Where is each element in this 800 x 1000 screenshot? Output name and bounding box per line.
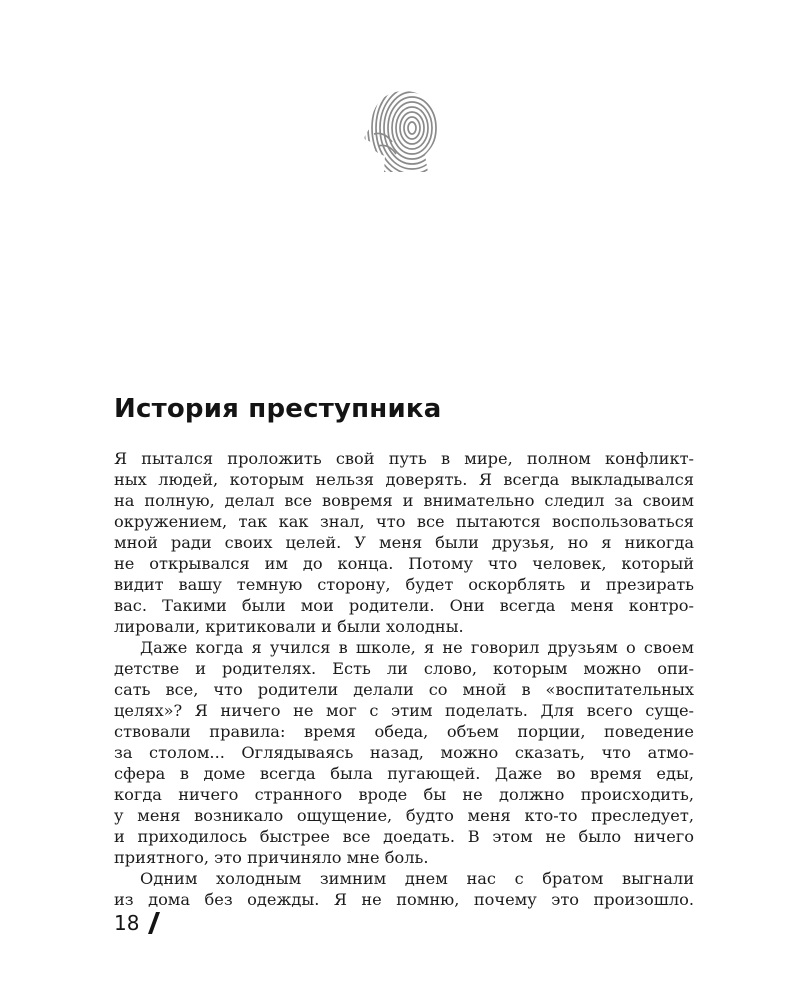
text-line: мной ради своих целей. У меня были друзья, но я никогда [114,533,694,552]
text-line: за столом... Оглядываясь назад, можно сказать, что атмо- [114,743,694,762]
slash-icon [147,910,161,936]
text-line: ствовали правила: время обеда, объем порции, поведение [114,722,694,741]
text-line: сфера в доме всегда была пугающей. Даже во время еды, [114,764,694,783]
page-footer [114,910,161,936]
text-line: ных людей, которым нельзя доверять. Я всегда выкладывался [114,470,694,489]
text-line: и приходилось быстрее все доедать. В этом не было ничего [114,827,694,846]
text-line: Я пытался проложить свой путь в мире, полном конфликт- [114,449,694,468]
text-line: когда ничего странного вроде бы не должно происходить, [114,785,694,804]
text-line: окружением, так как знал, что все пытаются воспользоваться [114,512,694,531]
text-line: на полную, делал все вовремя и внимательно следил за своим [114,491,694,510]
text-line: сать все, что родители делали со мной в «воспитательных [114,680,694,699]
text-line: у меня возникало ощущение, будто меня кто-то преследует, [114,806,694,825]
fingerprint-head-icon [354,82,446,174]
page-number: 18 [114,911,140,935]
text-line: Даже когда я учился в школе, я не говорил друзьям о своем [140,638,694,657]
text-line: Одним холодным зимним днем нас с братом выгнали [140,869,694,888]
text-line: видит вашу темную сторону, будет оскорблять и презирать [114,575,694,594]
body-text [114,448,694,910]
text-line: лировали, критиковали и были холодны. [114,617,464,636]
text-line: целях»? Я ничего не мог с этим поделать. Для всего суще- [114,701,694,720]
text-line: вас. Такими были мои родители. Они всегда меня контро- [114,596,694,615]
text-line: приятного, это причиняло мне боль. [114,848,429,867]
text-line: не открывался им до конца. Потому что человек, который [114,554,694,573]
text-line: детстве и родителях. Есть ли слово, которым можно опи- [114,659,694,678]
text-line: из дома без одежды. Я не помню, почему это произошло. [114,890,694,909]
chapter-title: История преступника [114,394,442,424]
